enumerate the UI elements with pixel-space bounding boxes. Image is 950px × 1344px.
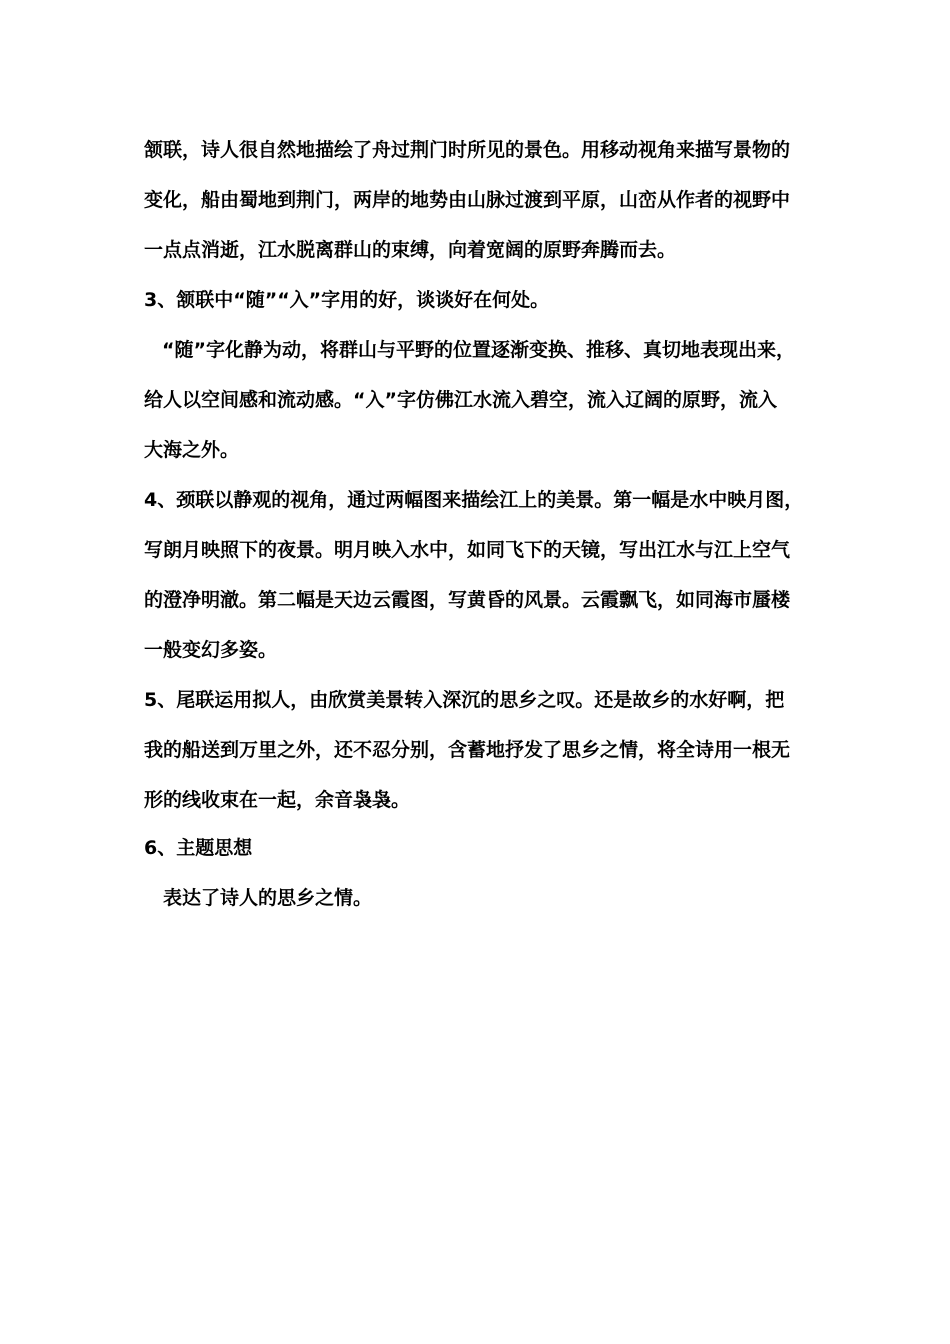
text-line: 我的船送到万里之外，还不忍分别，含蓄地抒发了思乡之情，将全诗用一根无 — [144, 739, 791, 761]
text-line: 的澄净明澈。第二幅是天边云霞图，写黄昏的风景。云霞飘飞，如同海市蜃楼 — [144, 589, 791, 611]
text-line: 4、颈联以静观的视角，通过两幅图来描绘江上的美景。第一幅是水中映月图， — [144, 489, 804, 511]
text-line: 形的线收束在一起，余音袅袅。 — [144, 789, 411, 811]
text-line: 一点点消逝，江水脱离群山的束缚，向着宽阔的原野奔腾而去。 — [144, 239, 677, 261]
text-line: 颔联，诗人很自然地描绘了舟过荆门时所见的景色。用移动视角来描写景物的 — [144, 139, 791, 161]
question-heading: 3、颔联中“随”“入”字用的好，谈谈好在何处。 — [144, 289, 550, 311]
text-line: 变化，船由蜀地到荆门，两岸的地势由山脉过渡到平原，山峦从作者的视野中 — [144, 189, 791, 211]
text-line: “随”字化静为动，将群山与平野的位置逐渐变换、推移、真切地表现出来， — [162, 339, 795, 361]
text-line: 写朗月映照下的夜景。明月映入水中，如同飞下的天镜，写出江水与江上空气 — [144, 539, 791, 561]
text-line: 给人以空间感和流动感。“入”字仿佛江水流入碧空，流入辽阔的原野，流入 — [144, 389, 777, 411]
section-heading: 6、主题思想 — [144, 837, 253, 859]
text-line: 5、尾联运用拟人，由欣赏美景转入深沉的思乡之叹。还是故乡的水好啊，把 — [144, 689, 785, 711]
text-line: 大海之外。 — [144, 439, 240, 461]
text-line: 表达了诗人的思乡之情。 — [163, 887, 373, 909]
text-line: 一般变幻多姿。 — [144, 639, 278, 661]
